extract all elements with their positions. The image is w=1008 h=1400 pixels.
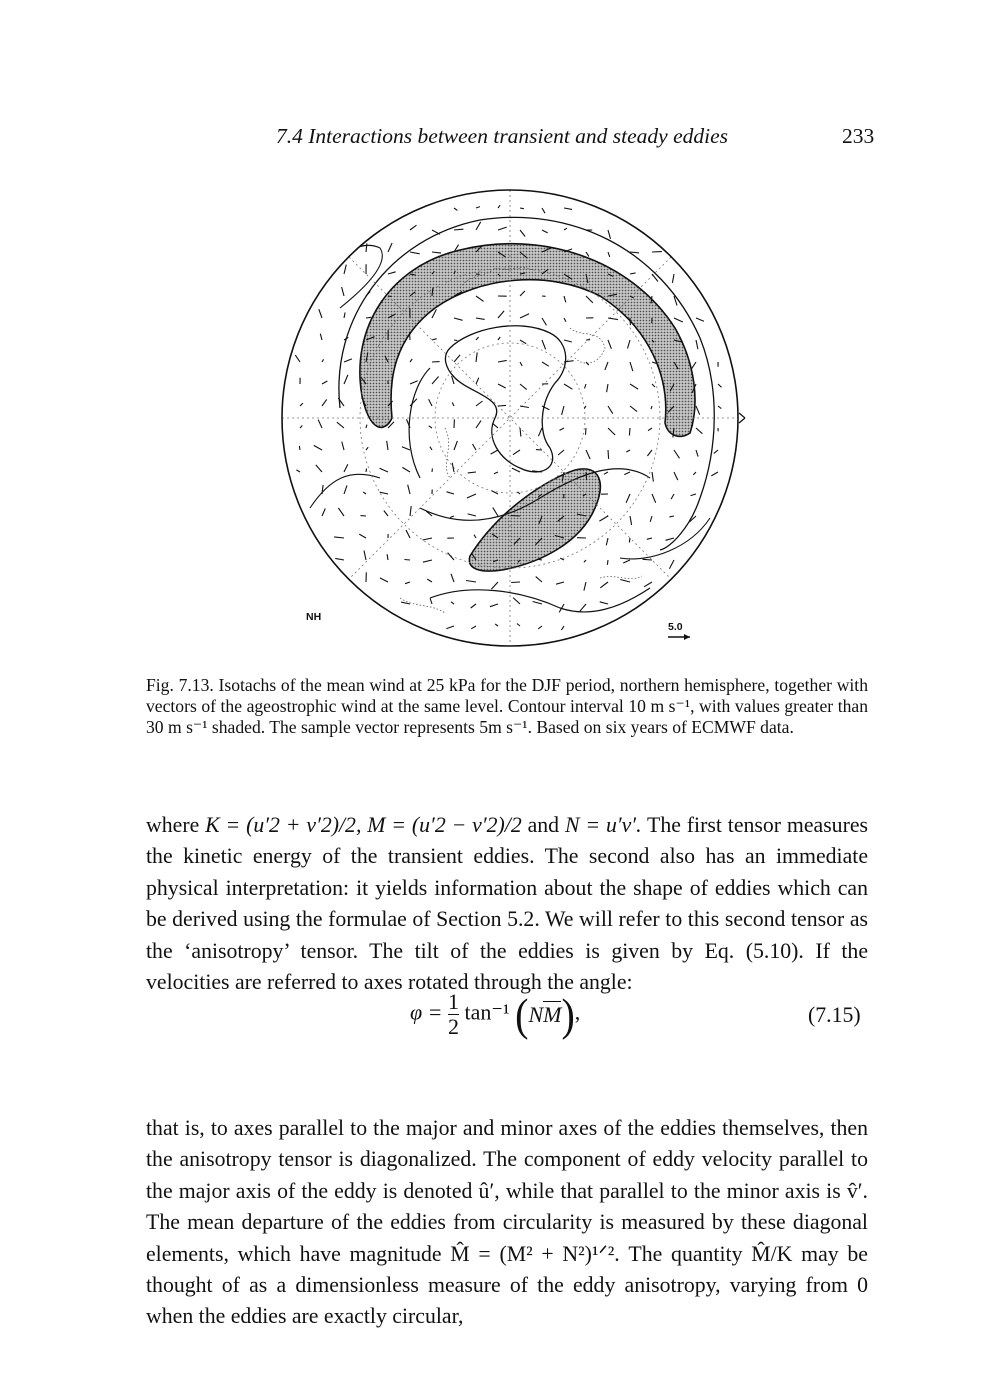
equation-7-15: φ = $\frac{1}{2}$ tan⁻¹ (NM), xyxy=(410,988,581,1041)
wind-vector xyxy=(495,624,498,626)
wind-vector xyxy=(538,559,542,560)
wind-vector xyxy=(410,252,420,254)
wind-vector xyxy=(651,406,652,409)
wind-vector xyxy=(450,516,454,518)
wind-vector xyxy=(366,469,367,473)
wind-vector xyxy=(498,205,500,208)
wind-vector xyxy=(410,381,418,384)
wind-vector xyxy=(467,494,476,498)
wind-vector xyxy=(542,362,549,366)
wind-vector xyxy=(600,602,608,604)
wind-vector xyxy=(696,450,698,457)
wind-vector xyxy=(562,406,564,415)
wind-vector xyxy=(490,604,498,607)
wind-vector xyxy=(319,309,322,318)
wind-vector xyxy=(423,538,433,540)
wind-vector xyxy=(476,401,483,406)
wind-vector xyxy=(693,472,696,475)
wind-vector xyxy=(624,472,630,475)
wind-vector xyxy=(672,274,674,283)
wind-vector xyxy=(401,602,410,604)
paragraph-text: The first tensor measures the kinetic energy of the transient eddies. The second also has an immediate physical interpretation: it yields information about the shape of eddies which can be derived using the formulae of Section 5.2. We will refer to this second tensor as the ‘anisotropy’ tensor. The tilt of the eddies is given by Eq. (5.10). If the velocities are referred to axes rotated through the angle: xyxy=(146,813,868,995)
wind-vector xyxy=(476,222,481,230)
wind-vector xyxy=(718,384,722,387)
wind-vector xyxy=(647,450,652,456)
wind-vector xyxy=(476,318,485,319)
wind-vector xyxy=(564,318,566,322)
wind-vector xyxy=(556,582,564,584)
wind-vector xyxy=(520,384,527,390)
running-header-title: 7.4 Interactions between transient and steady eddies xyxy=(276,124,729,148)
wind-vector xyxy=(608,318,618,320)
wind-vector xyxy=(696,318,704,321)
wind-vector xyxy=(366,425,367,428)
wind-vector xyxy=(430,598,432,604)
body-paragraph-1 xyxy=(146,810,868,998)
wind-vector xyxy=(696,428,702,434)
wind-vector xyxy=(643,559,653,560)
wind-vector xyxy=(322,399,327,406)
wind-vector xyxy=(430,447,432,450)
half-denominator: 2 xyxy=(448,1014,460,1039)
wind-vector xyxy=(652,472,653,482)
wind-vector xyxy=(630,362,633,371)
wind-vector xyxy=(564,340,572,342)
wind-vector xyxy=(533,602,542,605)
wind-vector xyxy=(432,339,437,340)
wind-vector xyxy=(560,428,565,430)
wind-vector xyxy=(629,428,630,436)
wind-vector xyxy=(629,538,630,543)
wind-vector xyxy=(406,530,410,538)
wind-vector xyxy=(620,580,630,583)
wind-vector xyxy=(454,355,460,362)
wind-vector xyxy=(454,441,457,450)
wind-vector xyxy=(491,582,498,589)
wind-vector xyxy=(454,318,463,320)
wind-vector xyxy=(344,485,347,494)
wind-vector xyxy=(520,362,522,366)
wind-vector xyxy=(564,296,566,302)
wind-vector xyxy=(322,485,323,494)
wind-vector xyxy=(476,378,479,384)
wind-vector xyxy=(338,508,344,516)
half-numerator: 1 xyxy=(448,989,460,1014)
wind-vector xyxy=(652,384,655,387)
wind-vector xyxy=(542,208,545,213)
wind-vector xyxy=(432,377,439,385)
wind-vector xyxy=(586,296,593,303)
equation-number: (7.15) xyxy=(808,1003,861,1027)
wind-vector xyxy=(432,252,441,253)
wind-vector xyxy=(669,560,674,569)
wind-vector xyxy=(498,337,500,340)
wind-vector xyxy=(520,314,529,318)
wind-vector xyxy=(448,553,454,560)
right-paren: ) xyxy=(561,988,575,1041)
wind-vector xyxy=(666,538,675,540)
wind-vector xyxy=(498,384,506,388)
wind-vector xyxy=(606,538,608,545)
wind-vector xyxy=(584,406,586,409)
wind-vector xyxy=(669,516,674,517)
wind-vector xyxy=(366,317,371,318)
fraction-numerator: N xyxy=(528,1001,544,1027)
wind-vector xyxy=(608,406,613,414)
wind-vector xyxy=(714,450,718,453)
where-word: where xyxy=(146,813,200,837)
wind-vector xyxy=(320,334,322,340)
wind-vector xyxy=(586,428,587,435)
wind-vector xyxy=(513,598,520,604)
wind-vector xyxy=(342,287,344,296)
wind-vector xyxy=(674,318,683,322)
wind-vector xyxy=(380,578,388,582)
wind-vector xyxy=(296,470,300,472)
wind-vector xyxy=(647,538,652,539)
wind-vector xyxy=(696,340,698,349)
wind-vector xyxy=(520,230,525,237)
wind-vector xyxy=(538,626,542,629)
wind-vector xyxy=(586,450,590,459)
wind-vector xyxy=(492,423,498,428)
wind-vector xyxy=(518,492,521,494)
wind-vector xyxy=(380,468,389,472)
wind-vector xyxy=(471,626,476,629)
wind-vector xyxy=(498,311,504,318)
wind-vector xyxy=(387,554,388,560)
wind-vector xyxy=(446,626,454,629)
wind-vector xyxy=(387,441,388,450)
wind-vector xyxy=(402,467,410,472)
hemisphere-label: NH xyxy=(306,611,322,623)
wind-vector xyxy=(447,492,455,494)
half-fraction xyxy=(448,990,459,1039)
wind-vector xyxy=(542,318,547,325)
wind-vector xyxy=(342,442,344,450)
wind-vector xyxy=(300,426,302,429)
wind-vector xyxy=(410,332,411,340)
wind-vector xyxy=(474,535,476,538)
wind-vector xyxy=(451,574,454,582)
wind-vector xyxy=(586,252,589,257)
wind-vector xyxy=(388,272,396,274)
wind-vector xyxy=(322,381,327,384)
wind-vector xyxy=(344,313,345,319)
wind-vector xyxy=(454,340,457,341)
wind-vector xyxy=(337,422,344,428)
wind-vector xyxy=(542,230,548,233)
wind-vector xyxy=(344,375,348,384)
wind-vector xyxy=(630,384,638,389)
wind-vector xyxy=(454,208,457,210)
wind-vector xyxy=(558,450,564,455)
wind-vector xyxy=(696,406,700,415)
shaded-jet-pacific xyxy=(469,469,600,571)
wind-vector xyxy=(423,560,432,562)
wind-vector xyxy=(626,450,630,452)
wind-vector xyxy=(607,560,608,565)
wind-vector xyxy=(650,516,652,522)
wind-vector xyxy=(674,472,678,480)
wind-vector xyxy=(520,291,525,296)
wind-vector xyxy=(344,265,346,274)
wind-vector xyxy=(476,207,480,208)
wind-vector xyxy=(536,577,542,582)
wind-vector xyxy=(300,403,303,406)
n-over-m-fraction xyxy=(528,1002,561,1028)
wind-vector xyxy=(427,579,432,582)
wind-vector xyxy=(580,604,586,611)
wind-vector xyxy=(498,405,506,406)
wind-vector xyxy=(517,624,520,627)
wind-vector xyxy=(513,450,520,455)
wind-vector xyxy=(599,516,608,521)
wind-vector xyxy=(691,362,696,370)
wind-vector xyxy=(585,384,587,388)
wind-vector xyxy=(344,359,352,362)
wind-vector xyxy=(473,444,477,450)
wind-vector xyxy=(711,472,718,476)
wind-vector xyxy=(476,421,481,428)
wind-vector xyxy=(718,406,721,409)
wind-vector xyxy=(493,508,498,517)
wind-vector xyxy=(366,447,368,450)
wind-vector xyxy=(648,428,652,431)
wind-vector xyxy=(520,208,524,209)
wind-vector xyxy=(468,472,476,473)
wind-vector xyxy=(366,243,367,252)
wind-vector xyxy=(492,491,498,494)
wind-vector xyxy=(344,464,348,472)
wind-vector xyxy=(520,428,521,437)
wind-vector xyxy=(584,582,586,591)
wind-vector xyxy=(626,494,630,503)
wind-vector xyxy=(468,514,476,516)
wind-vector xyxy=(608,230,611,239)
wind-vector xyxy=(691,494,697,496)
wind-vector xyxy=(511,582,520,583)
wind-vector xyxy=(623,560,630,563)
wind-vector xyxy=(452,402,454,406)
fraction-denominator: M xyxy=(543,1001,562,1027)
body-paragraph-2: that is, to axes parallel to the major and minor axes of the eddies themselves, then the anisotropy tensor is diagonalized. The component of eddy velocity parallel to the major axis of the eddy is denoted û′, while that parallel to the minor axis is v̂′. The mean departure of the eddies from circularity is measured by these diagonal elements, which have magnitude M̂ = (M² + N²)¹ᐟ². The quantity M̂/K may be thought of as a dimensionless measure of the eddy anisotropy, varying from 0 when the eddies are exactly circular, xyxy=(146,1116,868,1329)
wind-vector xyxy=(476,296,484,301)
polar-map-figure xyxy=(270,178,760,660)
wind-vector xyxy=(454,229,463,230)
wind-vector xyxy=(322,359,324,362)
wind-vector xyxy=(466,581,476,583)
wind-vector xyxy=(429,399,432,406)
wind-vector xyxy=(494,472,498,474)
wind-vector xyxy=(564,228,567,230)
page-number: 233 xyxy=(842,124,875,148)
wind-vector xyxy=(498,360,507,362)
wind-vector xyxy=(316,465,322,472)
wind-vector xyxy=(644,582,652,587)
wind-vector xyxy=(608,252,610,257)
wind-vector xyxy=(520,406,529,408)
wind-vector xyxy=(388,243,392,252)
arctan-function: tan⁻¹ xyxy=(464,999,510,1025)
wind-vector xyxy=(652,362,656,363)
wind-vector xyxy=(630,273,636,274)
wind-vector xyxy=(384,511,388,517)
wind-vector xyxy=(564,384,572,389)
wind-vector xyxy=(429,426,432,428)
wind-vector xyxy=(630,516,632,525)
wind-vector xyxy=(322,509,325,517)
wind-vector xyxy=(542,340,546,349)
wind-vector xyxy=(561,626,564,630)
wind-vector xyxy=(538,428,542,436)
wind-vector xyxy=(564,208,572,209)
wind-vector xyxy=(402,447,410,450)
wind-vector xyxy=(335,558,344,560)
wind-vector xyxy=(410,359,412,362)
wind-vector xyxy=(586,362,589,365)
wind-vector xyxy=(410,506,411,516)
wind-vector xyxy=(608,428,615,435)
equation-lhs: φ = xyxy=(410,999,443,1025)
wind-vector xyxy=(476,352,477,362)
wind-vector xyxy=(364,551,366,561)
wind-vector xyxy=(630,406,637,412)
wind-vector xyxy=(652,494,656,503)
figure-caption: Fig. 7.13. Isotachs of the mean wind at 25 kPa for the DJF period, northern hemisphere, together with vectors of the ageostrophic wind at the same level. Contour interval 10 m s⁻¹, with values greater than 30 m s⁻¹ shaded. The sample vector represents 5m s⁻¹. Based on six years of ECMWF data. xyxy=(146,675,868,737)
wind-vector xyxy=(607,384,608,392)
wind-vector xyxy=(404,560,410,561)
wind-vector xyxy=(600,582,608,588)
wind-vector xyxy=(410,225,417,230)
wind-vector xyxy=(432,230,440,234)
wind-vector xyxy=(520,340,526,344)
wind-vector xyxy=(628,340,631,349)
wind-vector xyxy=(363,492,366,494)
wind-vector xyxy=(295,355,300,362)
left-paren: ( xyxy=(515,988,529,1041)
wind-vector xyxy=(608,340,611,349)
wind-vector xyxy=(671,494,674,499)
wind-vector xyxy=(498,227,507,230)
wind-vector xyxy=(471,604,476,608)
wind-vector xyxy=(604,472,608,474)
wind-vector xyxy=(476,337,479,340)
wind-vector xyxy=(674,450,680,458)
wind-vector xyxy=(405,582,410,584)
wind-vector xyxy=(586,472,587,480)
m-definition: M = (u′2 − v′2)/2 xyxy=(367,813,522,837)
and-word: and xyxy=(527,813,560,837)
wind-vector xyxy=(512,468,520,472)
scale-vector-label: 5.0 xyxy=(668,621,683,633)
wind-vector xyxy=(334,537,344,538)
wind-vector xyxy=(314,445,322,450)
wind-vector xyxy=(408,485,410,494)
wind-vector xyxy=(584,560,586,562)
wind-vector xyxy=(318,420,322,428)
wind-vector xyxy=(359,534,366,538)
wind-vector xyxy=(451,602,454,604)
wind-vector xyxy=(491,450,498,454)
n-definition: N = u′v′. xyxy=(564,813,642,837)
k-definition: K = (u′2 + v′2)/2, xyxy=(205,813,362,837)
wind-vector xyxy=(608,450,609,459)
wind-vector xyxy=(605,362,608,370)
wind-vector xyxy=(299,446,300,450)
